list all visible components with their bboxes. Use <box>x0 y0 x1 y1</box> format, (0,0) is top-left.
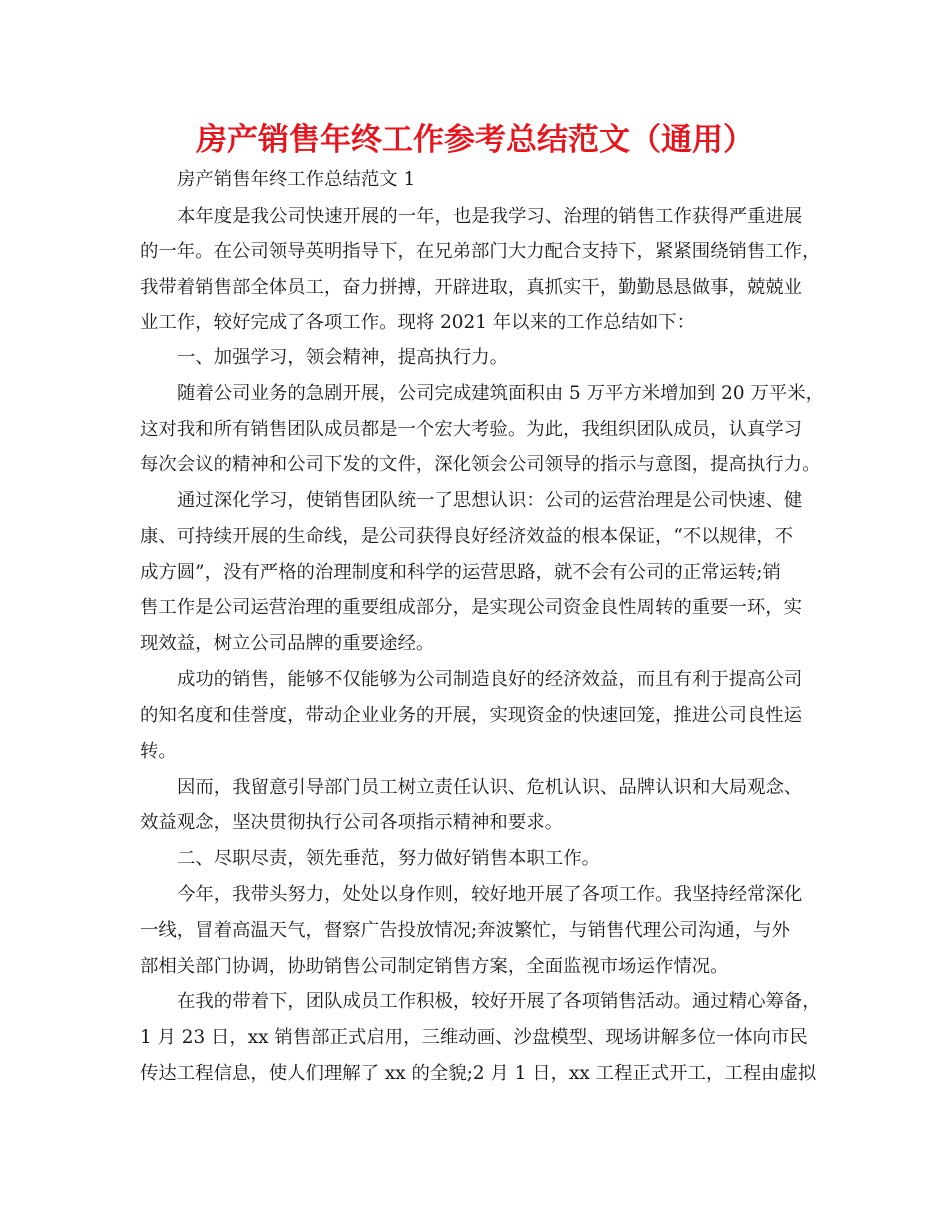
paragraph-line: 今年，我带头努力，处处以身作则，较好地开展了各项工作。我坚持经常深化 <box>177 884 803 905</box>
paragraph-line: 我带着销售部全体员工，奋力拼搏，开辟进取，真抓实干，勤勤恳恳做事，兢兢业 <box>140 277 803 298</box>
paragraph-line: 随着公司业务的急剧开展，公司完成建筑面积由 5 万平方米增加到 20 万平米， <box>177 383 824 404</box>
paragraph-line: 的知名度和佳誉度，带动企业业务的开展，实现资金的快速回笼，推进公司良性运 <box>140 705 803 726</box>
document-title: 房产销售年终工作参考总结范文（通用） <box>196 122 754 158</box>
paragraph-line: 1 月 23 日，xx 销售部正式启用，三维动画、沙盘模型、现场讲解多位一体向市民 <box>140 1027 808 1048</box>
paragraph-line: 传达工程信息，使人们理解了 xx 的全貌;2 月 1 日，xx 工程正式开工，工程由虚拟 <box>140 1063 817 1084</box>
paragraph-line: 因而，我留意引导部门员工树立责任认识、危机认识、品牌认识和大局观念、 <box>177 777 803 798</box>
paragraph-line: 效益观念，坚决贯彻执行公司各项指示精神和要求。 <box>140 812 563 833</box>
paragraph-line: 通过深化学习，使销售团队统一了思想认识：公司的运营治理是公司快速、健 <box>177 490 803 511</box>
paragraph-line: 的一年。在公司领导英明指导下，在兄弟部门大力配合支持下，紧紧围绕销售工作， <box>140 241 821 262</box>
paragraph-line: 现效益，树立公司品牌的重要途经。 <box>140 633 435 654</box>
paragraph-line: 售工作是公司运营治理的重要组成部分，是实现公司资金良性周转的重要一环，实 <box>140 597 803 618</box>
paragraph-line: 成方圆”，没有严格的治理制度和科学的运营思路，就不会有公司的正常运转;销 <box>140 562 781 583</box>
section-heading: 房产销售年终工作总结范文 1 <box>177 169 416 190</box>
paragraph-line: 这对我和所有销售团队成员都是一个宏大考验。为此，我组织团队成员，认真学习 <box>140 419 803 440</box>
paragraph-line: 一线，冒着高温天气，督察广告投放情况;奔波繁忙，与销售代理公司沟通，与外 <box>140 920 790 941</box>
paragraph-line: 部相关部门协调，协助销售公司制定销售方案，全面监视市场运作情况。 <box>140 956 729 977</box>
paragraph-line: 业工作，较好完成了各项工作。现将 2021 年以来的工作总结如下： <box>140 312 696 333</box>
section-heading: 二、尽职尽责，领先垂范，努力做好销售本职工作。 <box>177 848 600 869</box>
section-heading: 一、加强学习，领会精神，提高执行力。 <box>177 347 509 368</box>
paragraph-line: 在我的带着下，团队成员工作积极，较好开展了各项销售活动。通过精心筹备， <box>177 991 821 1012</box>
paragraph-line: 康、可持续开展的生命线，是公司获得良好经济效益的根本保证，“不以规律，不 <box>140 526 794 547</box>
paragraph-line: 每次会议的精神和公司下发的文件，深化领会公司领导的指示与意图，提高执行力。 <box>140 454 821 475</box>
paragraph-line: 转。 <box>140 741 177 762</box>
paragraph-line: 本年度是我公司快速开展的一年，也是我学习、治理的销售工作获得严重进展 <box>177 206 803 227</box>
paragraph-line: 成功的销售，能够不仅能够为公司制造良好的经济效益，而且有利于提高公司 <box>177 669 803 690</box>
